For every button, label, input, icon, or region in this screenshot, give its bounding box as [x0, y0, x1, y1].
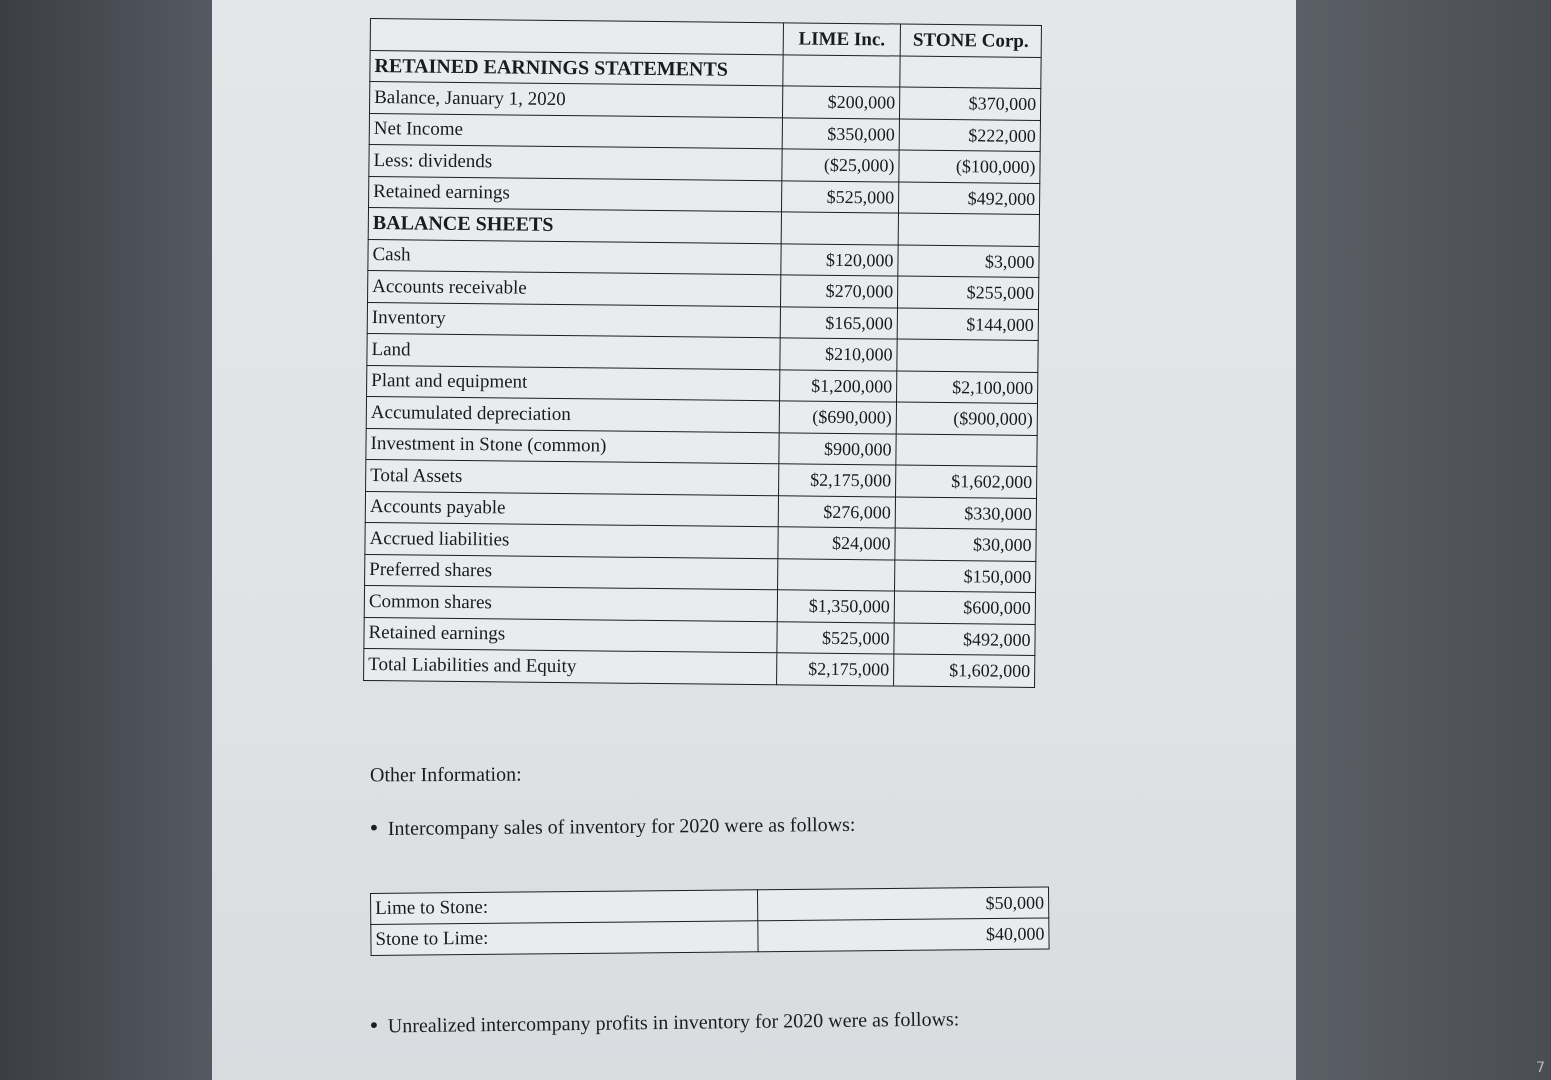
intercompany-sales-table [370, 886, 1050, 956]
row-label: Common shares [364, 585, 777, 621]
stone-value: $370,000 [899, 87, 1040, 120]
lime-value: $2,175,000 [777, 653, 894, 686]
row-label: Accounts payable [365, 491, 778, 527]
row-label: Plant and equipment [367, 365, 780, 401]
lime-value: $525,000 [777, 621, 894, 654]
bullet-text: Intercompany sales of inventory for 2020 were as follows: [387, 813, 856, 840]
monitor-bezel-right [1296, 0, 1551, 1080]
column-header-stone: STONE Corp. [900, 24, 1041, 57]
lime-value: $1,200,000 [780, 369, 897, 402]
row-label: Investment in Stone (common) [366, 428, 779, 464]
lime-value: $1,350,000 [777, 590, 894, 623]
monitor-bezel-left [0, 0, 212, 1080]
lime-value [781, 212, 898, 245]
row-value: $40,000 [758, 918, 1049, 952]
other-information-heading: Other Information: [369, 763, 522, 787]
lime-value: $120,000 [781, 243, 898, 276]
row-label: Balance, January 1, 2020 [370, 82, 783, 118]
lime-value: $200,000 [782, 86, 899, 119]
row-label: Inventory [367, 302, 780, 338]
row-label: Retained earnings [369, 176, 782, 212]
row-label: Total Liabilities and Equity [364, 648, 777, 684]
stone-value: $2,100,000 [897, 371, 1038, 404]
column-header-lime: LIME Inc. [783, 23, 900, 56]
lime-value: $24,000 [778, 527, 895, 560]
stone-value [900, 56, 1041, 89]
stone-value [896, 434, 1037, 467]
stone-value: $600,000 [894, 591, 1035, 624]
lime-value [783, 54, 900, 87]
row-label: Accumulated depreciation [366, 396, 779, 432]
stone-value: $492,000 [894, 623, 1035, 656]
row-label: Stone to Lime: [371, 921, 758, 956]
row-label: Net Income [369, 113, 782, 149]
stone-value: $144,000 [897, 308, 1038, 341]
bullet-intercompany-sales [368, 812, 856, 841]
row-label: Preferred shares [365, 554, 778, 590]
stone-value: $492,000 [898, 182, 1039, 215]
row-value: $50,000 [757, 887, 1048, 921]
lime-value [778, 558, 895, 591]
lime-value: $270,000 [781, 275, 898, 308]
stone-value: $3,000 [898, 245, 1039, 278]
lime-value: $350,000 [782, 117, 899, 150]
table-row [364, 648, 1035, 687]
row-label: Accrued liabilities [365, 522, 778, 558]
row-label: Retained earnings [364, 617, 777, 653]
lime-value: ($690,000) [779, 401, 896, 434]
stone-value: $330,000 [895, 497, 1036, 530]
bullet-dot: • [367, 1013, 380, 1038]
stone-value: ($900,000) [896, 402, 1037, 435]
lime-value: $210,000 [780, 338, 897, 371]
corner-mark: 7 [1536, 1060, 1545, 1076]
row-label: Lime to Stone: [371, 890, 758, 925]
stone-value: $255,000 [897, 276, 1038, 309]
lime-value: $276,000 [778, 495, 895, 528]
stone-value [898, 213, 1039, 246]
lime-value: $525,000 [781, 180, 898, 213]
financial-statements-table [363, 18, 1042, 688]
row-label: BALANCE SHEETS [368, 207, 781, 243]
stone-value: ($100,000) [899, 150, 1040, 183]
row-label: Land [367, 333, 780, 369]
table-row [371, 918, 1049, 956]
row-label: Less: dividends [369, 144, 782, 180]
stone-value [897, 339, 1038, 372]
bullet-text: Unrealized intercompany profits in inventory for 2020 were as follows: [387, 1008, 960, 1038]
stone-value: $150,000 [895, 560, 1036, 593]
stone-value: $30,000 [895, 528, 1036, 561]
lime-value: $2,175,000 [779, 464, 896, 497]
row-label: Cash [368, 239, 781, 275]
bullet-dot: • [367, 816, 380, 841]
row-label: Total Assets [366, 459, 779, 495]
row-label: Accounts receivable [368, 270, 781, 306]
lime-value: ($25,000) [782, 149, 899, 182]
stone-value: $1,602,000 [896, 465, 1037, 498]
lime-value: $900,000 [779, 432, 896, 465]
stone-value: $222,000 [899, 119, 1040, 152]
row-label: RETAINED EARNINGS STATEMENTS [370, 50, 783, 86]
stone-value: $1,602,000 [894, 654, 1035, 687]
corner-cell [370, 19, 783, 55]
lime-value: $165,000 [780, 306, 897, 339]
